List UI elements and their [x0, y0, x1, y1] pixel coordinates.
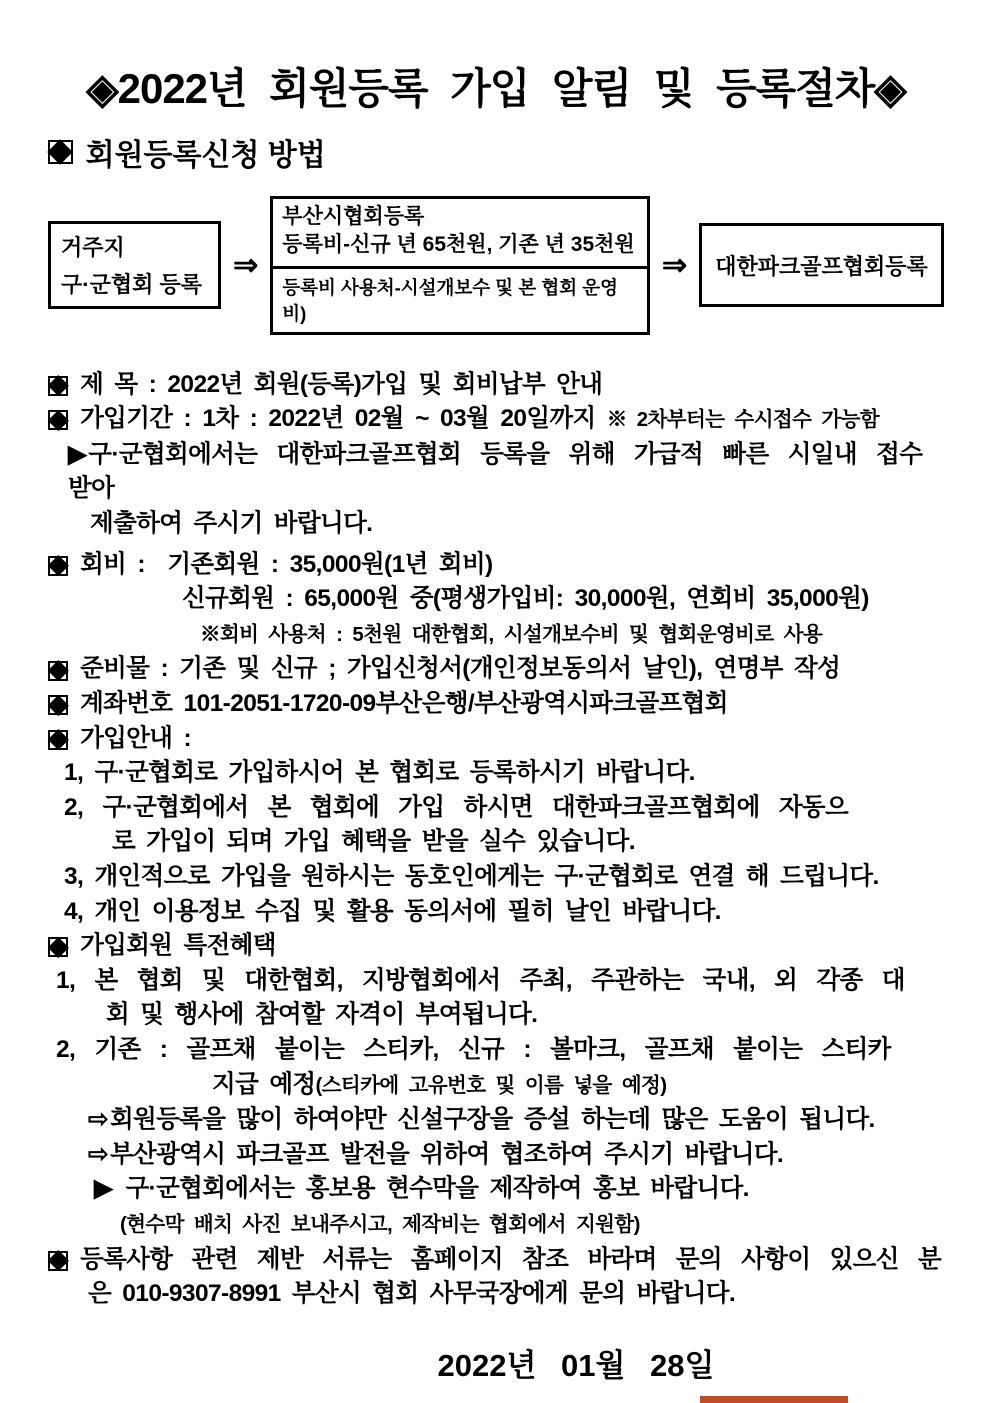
flow-arrow-icon: ⇒	[661, 248, 688, 282]
boxed-diamond-bullet-icon	[48, 1251, 68, 1271]
body-line	[48, 756, 944, 791]
diamond-shape	[48, 937, 69, 958]
boxed-diamond-bullet-icon	[48, 937, 68, 957]
flow-box2-top	[273, 199, 647, 266]
body-text-segment: 부산광역시 파크골프 발전을 위하여 협조하여 주시기 바랍니다.	[109, 1140, 784, 1168]
diamond-shape	[48, 139, 73, 164]
arrow-bullet-icon: ⇨	[88, 1106, 108, 1134]
body-line	[48, 895, 944, 930]
body-text-segment: 구·군협회에서는 홍보용 현수막을 제작하여 홍보 바랍니다.	[114, 1175, 749, 1203]
body-text-segment: 1, 구·군협회로 가입하시어 본 협회로 등록하시기 바랍니다.	[64, 759, 695, 787]
body-line	[48, 1172, 944, 1207]
body-line	[48, 1068, 944, 1104]
body-line	[48, 860, 944, 895]
flow-box1-line1: 거주지	[61, 235, 125, 261]
flow-box-busan-association	[270, 196, 650, 335]
arrow-bullet-icon: ⇨	[88, 1140, 108, 1168]
body-text-segment: 가입회원 특전혜택	[80, 932, 276, 960]
body-line	[48, 1207, 944, 1243]
body-line	[48, 617, 944, 653]
flow-arrow-icon: ⇒	[233, 248, 259, 282]
boxed-diamond-bullet-icon	[48, 410, 68, 430]
flow-box2-line2: 등록비-신규 년 65천원, 기존 년 35천원	[282, 233, 635, 257]
body-content	[48, 368, 944, 1312]
body-line	[48, 652, 944, 687]
triangle-bullet-icon: ▶	[68, 440, 87, 468]
body-text-segment: 가입기간 : 1차 : 2022년 02월 ~ 03월 20일까지	[80, 405, 607, 433]
body-line	[48, 1277, 944, 1312]
body-text-segment: 제 목 : 2022년 회원(등록)가입 및 회비납부 안내	[80, 370, 603, 398]
flow-box1-line2: 구·군협회 등록	[61, 272, 202, 298]
body-line	[48, 722, 944, 757]
diamond-shape	[48, 410, 69, 431]
registration-flow-diagram	[48, 196, 944, 335]
section-heading-label: 회원등록신청 방법	[85, 139, 326, 172]
body-text-segment: 등록사항 관련 제반 서류는 홈페이지 참조 바라며 문의 사항이 있으신 분	[80, 1245, 942, 1273]
diamond-shape	[48, 695, 69, 716]
body-line	[48, 791, 944, 826]
boxed-diamond-bullet-icon	[48, 556, 68, 576]
body-line	[48, 1243, 944, 1278]
diamond-shape	[48, 1250, 69, 1271]
boxed-diamond-bullet-icon	[48, 730, 68, 750]
body-text-segment: 은 010-9307-8991 부산시 협회 사무국장에게 문의 바랍니다.	[88, 1280, 736, 1308]
diamond-shape	[48, 729, 69, 750]
body-line	[48, 964, 944, 999]
body-text-segment: 가입안내 :	[80, 724, 192, 752]
body-text-segment: 2, 구·군협회에서 본 협회에 가입 하시면 대한파크골프협회에 자동으	[64, 793, 849, 821]
body-line	[48, 929, 944, 964]
triangle-bullet-icon: ▶	[94, 1175, 113, 1203]
boxed-diamond-bullet-icon	[48, 376, 68, 396]
body-text-segment: 로 가입이 되며 가입 혜택을 받을 실수 있습니다.	[112, 828, 635, 856]
body-text-segment: ※ 2차부터는 수시접수 가능함	[606, 408, 880, 432]
body-text-segment: 회 및 행사에 참여할 자격이 부여됩니다.	[106, 1001, 538, 1029]
diamond-shape	[48, 660, 69, 681]
signature-row	[48, 1394, 944, 1403]
flow-box-korea-association	[699, 223, 944, 307]
flow-box-residence	[48, 221, 221, 309]
body-line	[48, 548, 944, 583]
body-line	[48, 507, 944, 542]
body-line	[48, 1103, 944, 1138]
body-text-segment: 제출하여 주시기 바랍니다.	[90, 510, 373, 538]
body-text-segment: 1, 본 협회 및 대한협회, 지방협회에서 주최, 주관하는 국내, 외 각종 대	[56, 966, 905, 994]
page-title: ◈2022년 회원등록 가입 알림 및 등록절차◈	[86, 65, 906, 112]
flow-box3-label: 대한파크골프협회등록	[715, 253, 928, 279]
body-line	[48, 998, 944, 1033]
body-text-segment: 준비물 : 기존 및 신규 ; 가입신청서(개인정보동의서 날인), 연명부 작성	[80, 655, 841, 683]
body-line	[48, 368, 944, 403]
body-text-segment: (스티카에 고유번호 및 이름 넣을 예정)	[315, 1073, 667, 1097]
boxed-diamond-bullet-icon	[48, 140, 73, 165]
body-line	[48, 438, 944, 507]
body-line	[48, 825, 944, 860]
diamond-shape	[48, 375, 69, 396]
body-text-segment: 3, 개인적으로 가입을 원하시는 동호인에게는 구·군협회로 연결 해 드립니다.	[64, 863, 879, 890]
body-text-segment: 신규회원 : 65,000원 중(평생가입비: 30,000원, 연회비 35,000원)	[182, 585, 869, 613]
document-date: 2022년 01월 28일	[437, 1347, 715, 1383]
body-text-segment: (현수막 배치 사진 보내주시고, 제작비는 협회에서 지원함)	[120, 1212, 640, 1236]
body-text-segment: 구·군협회에서는 대한파크골프협회 등록을 위해 가급적 빠른 시일내 접수 받아	[68, 440, 942, 503]
boxed-diamond-bullet-icon	[48, 661, 68, 681]
body-text-segment: ※회비 사용처 : 5천원 대한협회, 시설개보수비 및 협회운영비로 사용	[200, 622, 823, 646]
body-text-segment: 4, 개인 이용정보 수집 및 활용 동의서에 필히 날인 바랍니다.	[64, 897, 721, 925]
body-line	[48, 402, 944, 438]
diamond-shape	[48, 555, 69, 576]
official-seal-stamp	[700, 1396, 848, 1403]
body-text-segment: 회원등록을 많이 하여야만 신설구장을 증설 하는데 많은 도움이 됩니다.	[109, 1106, 875, 1134]
body-line	[48, 582, 944, 617]
body-line	[48, 1138, 944, 1173]
body-line	[48, 1033, 944, 1068]
body-text-segment: 2, 기존 : 골프채 붙이는 스티카, 신규 : 볼마크, 골프채 붙이는 스티카	[56, 1035, 891, 1063]
flow-box2-line1: 부산시협회등록	[282, 205, 425, 228]
section-heading	[48, 130, 944, 174]
boxed-diamond-bullet-icon	[48, 695, 68, 715]
body-text-segment: 계좌번호 101-2051-1720-09부산은행/부산광역시파크골프협회	[80, 690, 728, 718]
body-text-segment: 회비 : 기존회원 : 35,000원(1년 회비)	[80, 550, 493, 578]
body-line	[48, 687, 944, 722]
flow-box2-line3: 등록비 사용처-시설개보수 및 본 협회 운영비)	[273, 266, 647, 332]
body-text-segment: 지급 예정	[212, 1070, 316, 1098]
